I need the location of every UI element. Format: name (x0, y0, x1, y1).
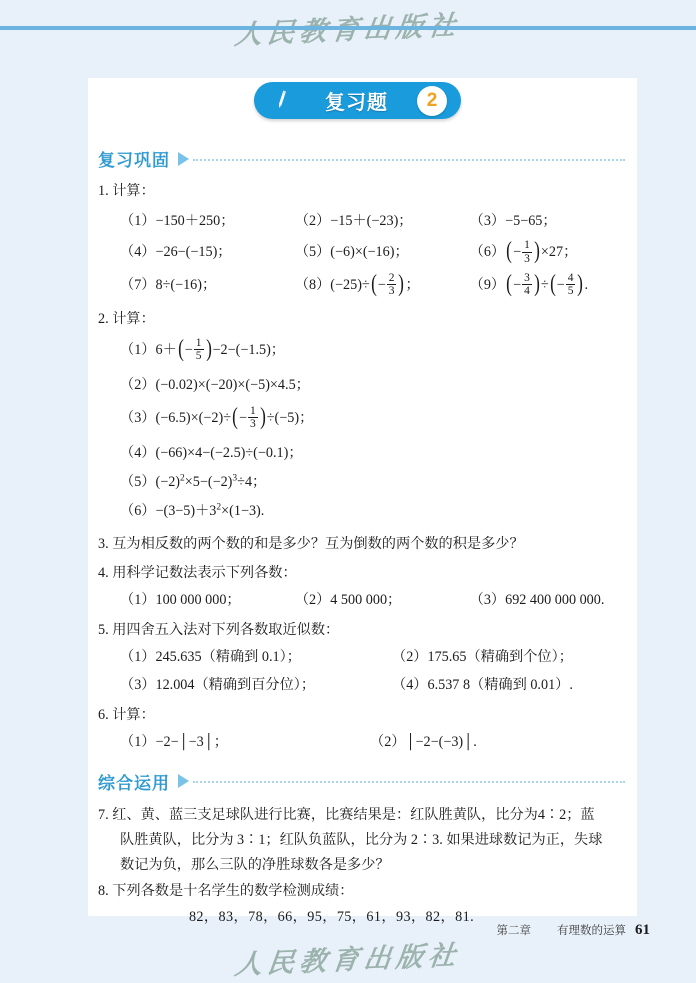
exponent: 2 (216, 502, 222, 513)
fraction: $\frac{1}{3}$ (524, 239, 530, 265)
dotted-rule (193, 781, 625, 783)
fraction: $\frac{1}{5}$ (195, 336, 202, 363)
problem-5-row-2 (98, 673, 625, 697)
problem-6-item-2: （2）│−2−(−3)│. (370, 734, 477, 751)
problem-5-item-3: （3）12.004（精确到百分位）； (120, 677, 316, 694)
problem-1-item-5: （5）(−6)×(−16)； (294, 244, 409, 261)
item-label: （1）6＋ (120, 341, 177, 358)
problem-4-item-1: （1）100 000 000； (120, 591, 241, 608)
footer-chapter-title: 有理数的运算 (557, 925, 626, 937)
dotted-rule (193, 159, 625, 161)
problem-6-heading: 6. 计算： (98, 707, 155, 724)
problem-2-item-6 (98, 499, 625, 523)
problem-8-scores: 82，83，78，66，95，75，61，93，82，81. (188, 908, 475, 925)
section-review-label: 复习巩固 (98, 151, 170, 170)
operator: ÷ (540, 277, 549, 294)
problem-2-item-2: （2）(−0.02)×(−20)×(−5)×4.5； (120, 376, 310, 393)
publisher-watermark-bottom: 人民教育出版社 (233, 940, 463, 980)
item-suffix: . (584, 277, 588, 294)
problem-5-item-4: （4）6.537 8（精确到 0.01）. (392, 677, 573, 694)
fraction: $\frac{1}{3}$ (250, 404, 256, 431)
problem-6-row (98, 730, 625, 754)
exponent: 2 (180, 472, 185, 483)
section-comprehensive-label: 综合运用 (98, 773, 170, 793)
problem-1-heading: 1. 计算： (98, 183, 155, 199)
item-mid: ×5−(−2) (184, 473, 233, 490)
problem-2-item-4: （4）(−66)×4−(−2.5)÷(−0.1)； (120, 444, 303, 461)
item-suffix: ×27； (540, 244, 578, 261)
section-review-heading (98, 146, 625, 171)
problem-1-item-3: （3）−5−65； (469, 213, 557, 229)
page-number: 61 (635, 922, 650, 938)
problem-1-row-1 (98, 209, 625, 233)
problem-1-item-7: （7）8÷(−16)； (120, 276, 217, 293)
fraction: $\frac{4}{5}$ (567, 271, 574, 298)
problem-7-line-2: 队胜黄队，比分为 3∶1；红队负蓝队，比分为 2∶3. 如果进球数记为正，失球 (120, 831, 603, 848)
problem-4-item-2: （2）4 500 000； (294, 591, 402, 608)
problem-2-item-1: （1）6＋(− $\frac{1}{5}$ )−2−(−1.5)； (120, 335, 285, 363)
problem-7-line-1: 7. 红、黄、蓝三支足球队进行比赛，比赛结果是：红队胜黄队，比分为4∶2；蓝 (98, 806, 595, 823)
problem-5-row-1 (98, 645, 625, 669)
problem-1-item-9: （9）(− $\frac{3}{4}$ )÷(− $\frac{4}{5}$ ). (469, 271, 588, 298)
item-suffix: ； (405, 277, 420, 294)
triangle-icon (178, 152, 189, 166)
problem-2-item-5 (98, 470, 625, 494)
review-title-text: 复习题 (325, 92, 388, 114)
fraction: $\frac{2}{3}$ (388, 271, 395, 298)
triangle-icon (178, 774, 189, 788)
problem-2-heading: 2. 计算： (98, 310, 155, 327)
item-suffix: ÷(−5)； (266, 409, 314, 426)
item-label: （6） (469, 244, 506, 261)
header-rule (0, 26, 696, 30)
problem-1-row-3 (98, 273, 625, 299)
problem-1-item-8: （8）(−25)÷(− $\frac{2}{3}$ )； (294, 271, 420, 298)
item-suffix: −2−(−1.5)； (212, 341, 285, 358)
problem-1-item-6: （6）(− $\frac{1}{3}$ )×27； (469, 238, 578, 265)
problem-3: 3. 互为相反数的两个数的和是多少？互为倒数的两个数的积是多少？ (98, 535, 524, 552)
problem-1-item-1: （1）−150＋250； (120, 213, 235, 229)
review-title-banner (254, 82, 461, 119)
item-label: （9） (469, 277, 506, 294)
item-suffix: ÷4； (237, 473, 267, 490)
problem-1-item-4: （4）−26−(−15)； (120, 244, 232, 261)
problem-4-heading: 4. 用科学记数法表示下列各数： (98, 564, 297, 581)
publisher-watermark-top (0, 0, 696, 62)
footer-chapter: 第二章 (496, 925, 531, 937)
exponent: 3 (232, 472, 238, 483)
item-suffix: ×(1−3). (221, 502, 265, 519)
problem-4-item-3: （3）692 400 000 000. (469, 591, 605, 608)
problem-7-line-3: 数记为负，那么三队的净胜球数各是多少？ (120, 856, 390, 873)
item-label: （3）(−6.5)×(−2)÷ (120, 409, 231, 426)
exercise-content (98, 146, 625, 926)
chapter-number-badge: 2 (417, 86, 447, 116)
problem-5-item-1: （1）245.635（精确到 0.1）； (120, 649, 301, 666)
problem-1-row-2 (98, 240, 625, 266)
problem-2-item-3: （3）(−6.5)×(−2)÷(− $\frac{1}{3}$ )÷(−5)； (120, 403, 314, 431)
item-label: （6）−(3−5)＋3 (120, 502, 217, 519)
problem-5-item-2: （2）175.65（精确到个位）； (392, 649, 573, 666)
fraction: $\frac{3}{4}$ (524, 271, 530, 298)
section-comprehensive-heading (98, 769, 625, 794)
problem-8-heading: 8. 下列各数是十名学生的数学检测成绩： (98, 882, 354, 899)
problem-6-item-1: （1）−2−│−3│； (120, 734, 228, 751)
problem-1-item-2: （2）−15＋(−23)； (294, 213, 413, 229)
item-label: （8）(−25)÷ (294, 277, 370, 294)
item-label: （5）(−2) (120, 473, 181, 490)
pencil-icon (268, 88, 294, 114)
problem-4-row (98, 588, 625, 612)
problem-5-heading: 5. 用四舍五入法对下列各数取近似数： (98, 622, 340, 639)
